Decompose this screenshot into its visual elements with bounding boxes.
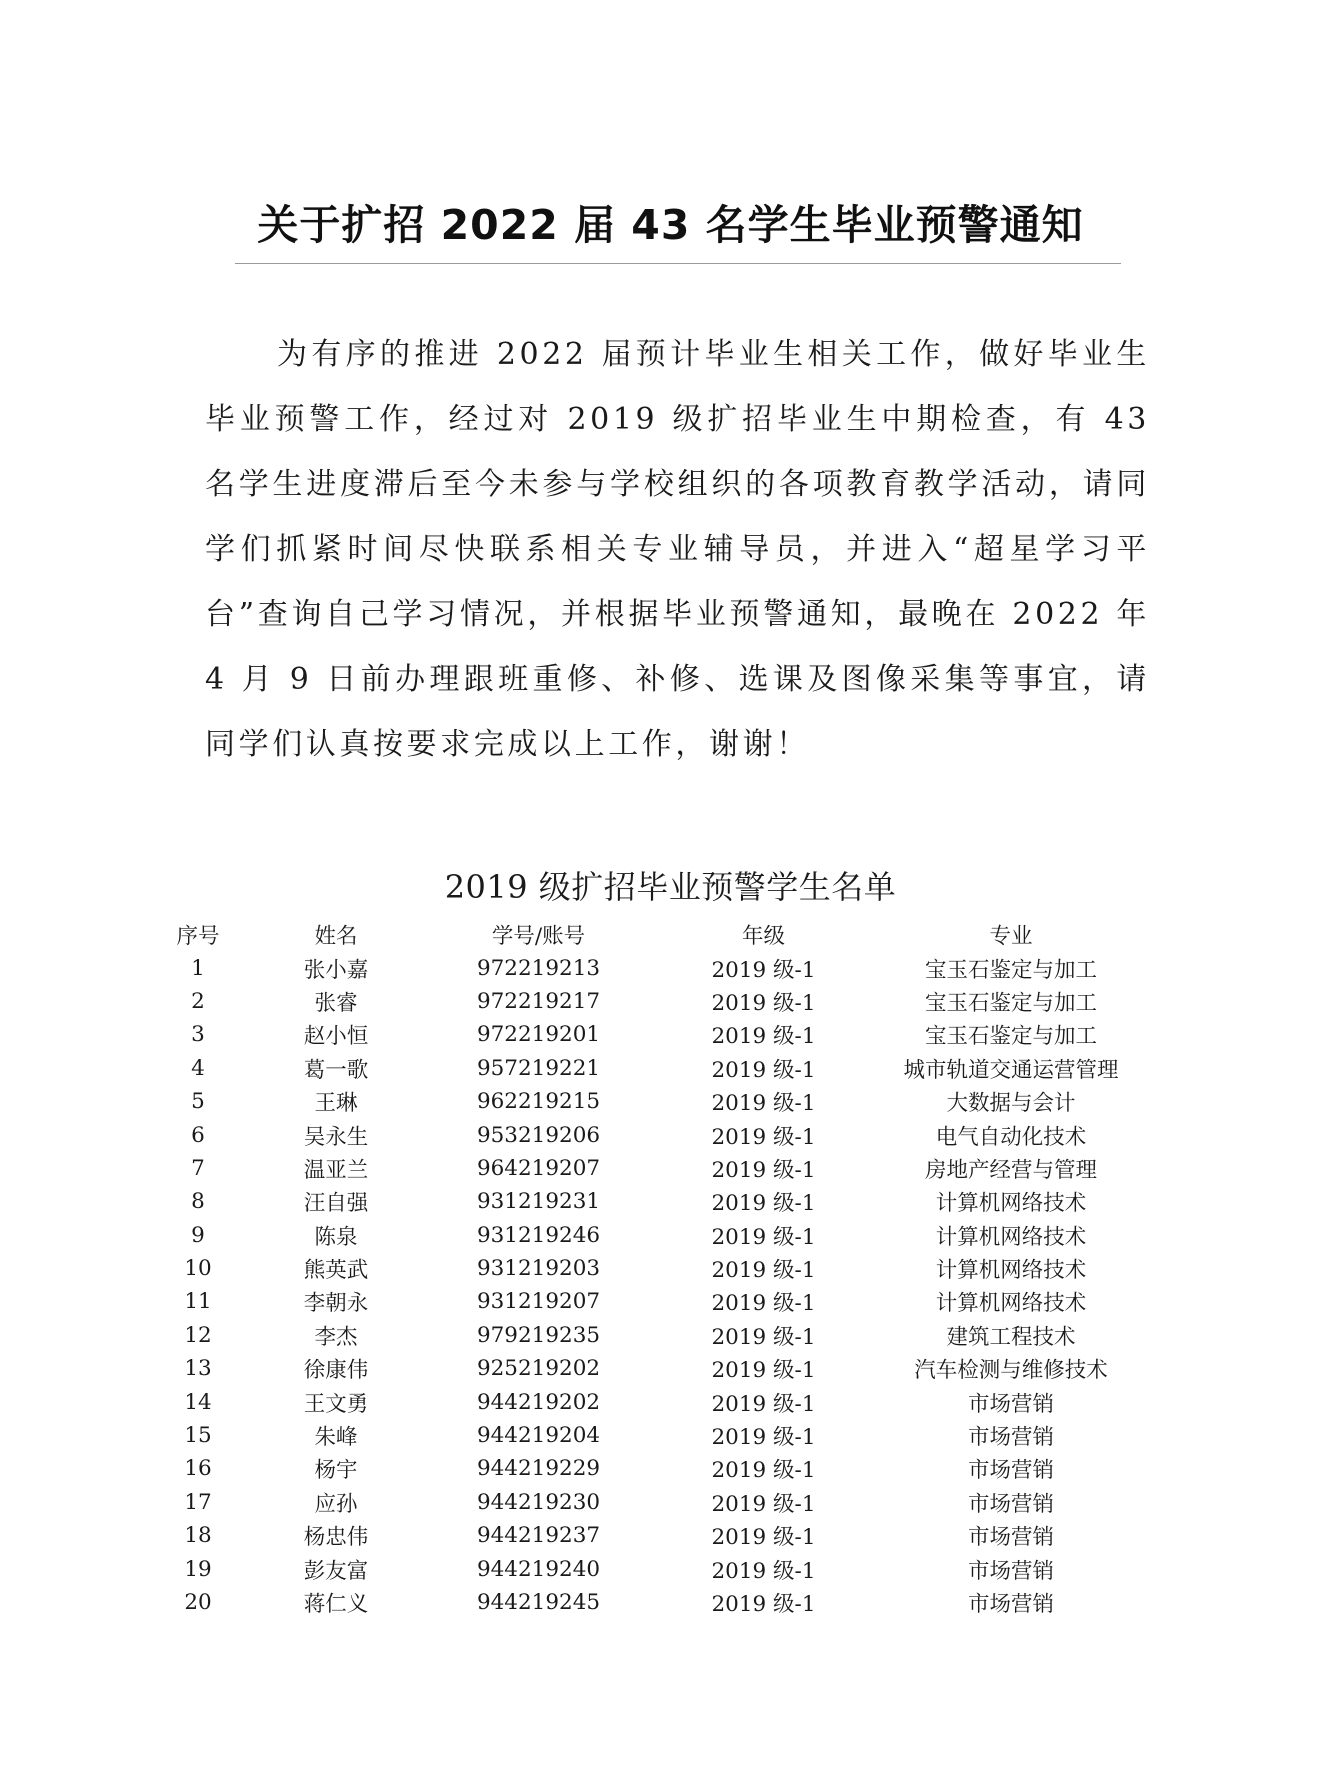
cell-name: 应孙 [314,1491,358,1517]
cell-seq: 7 [191,1155,205,1181]
header-major: 专业 [989,924,1033,950]
cell-name: 张小嘉 [303,957,369,983]
cell-grade: 2019 级-1 [711,1057,816,1083]
cell-grade: 2019 级-1 [711,1024,816,1050]
cell-major: 宝玉石鉴定与加工 [924,1024,1097,1050]
cell-grade: 2019 级-1 [711,1324,816,1350]
cell-id: 931219231 [476,1189,601,1215]
table-row [150,1185,1146,1218]
table-row [150,1118,1146,1151]
cell-id: 957219221 [476,1055,601,1081]
cell-grade: 2019 级-1 [711,957,816,983]
cell-id: 931219207 [476,1289,601,1315]
cell-id: 925219202 [476,1356,601,1382]
cell-name: 杨忠伟 [303,1525,369,1551]
cell-grade: 2019 级-1 [711,1391,816,1417]
cell-seq: 19 [184,1556,212,1582]
cell-seq: 4 [191,1055,205,1081]
cell-major: 计算机网络技术 [935,1224,1087,1250]
cell-id: 964219207 [476,1155,601,1181]
table-row [150,1586,1146,1619]
cell-id: 944219229 [476,1456,601,1482]
cell-name: 葛一歌 [303,1057,369,1083]
cell-major: 市场营销 [967,1491,1054,1517]
cell-seq: 9 [191,1222,205,1248]
cell-seq: 8 [191,1189,205,1215]
cell-seq: 17 [184,1489,212,1515]
cell-name: 李朝永 [303,1291,369,1317]
cell-name: 杨宇 [314,1458,358,1484]
table-row [150,1486,1146,1519]
table-row [150,1085,1146,1118]
header-id: 学号/账号 [491,924,586,950]
cell-id: 944219240 [476,1556,601,1582]
cell-seq: 14 [184,1389,212,1415]
header-seq: 序号 [176,924,220,950]
cell-id: 944219237 [476,1523,601,1549]
notice-paragraph: 为有序的推进 2022 届预计毕业生相关工作，做好毕业生毕业预警工作，经过对 2019 级扩招毕业生中期检查，有 43 名学生进度滞后至今未参与学校组织的各项教育教学活动，请同学们抓紧时间尽快联系相关专业辅导员，并进入“超星学习平台”查询自己学习情况，并根据毕业预警通知，最晚在 2022 年 4 月 9 日前办理跟班重修、补修、选课及图像采集等事宜，请同学们认真按要求完成以上工作，谢谢！ [205,337,1150,762]
cell-id: 944219204 [476,1423,601,1449]
cell-seq: 6 [191,1122,205,1148]
cell-id: 944219230 [476,1489,601,1515]
table-row [150,1152,1146,1185]
cell-id: 931219203 [476,1256,601,1282]
cell-id: 953219206 [476,1122,601,1148]
cell-grade: 2019 级-1 [711,1191,816,1217]
cell-grade: 2019 级-1 [711,1091,816,1117]
cell-name: 朱峰 [314,1425,358,1451]
cell-major: 市场营销 [967,1425,1054,1451]
cell-grade: 2019 级-1 [711,1558,816,1584]
cell-major: 建筑工程技术 [946,1324,1076,1350]
cell-major: 汽车检测与维修技术 [914,1358,1108,1384]
cell-seq: 5 [191,1089,205,1115]
table-row [150,1252,1146,1285]
cell-name: 张睿 [314,990,358,1016]
cell-name: 李杰 [314,1324,358,1350]
cell-grade: 2019 级-1 [711,990,816,1016]
cell-grade: 2019 级-1 [711,1592,816,1617]
cell-grade: 2019 级-1 [711,1258,816,1284]
cell-major: 电气自动化技术 [935,1124,1087,1150]
cell-name: 徐康伟 [303,1358,369,1384]
header-name: 姓名 [314,924,358,950]
table-row [150,1419,1146,1452]
cell-grade: 2019 级-1 [711,1525,816,1551]
cell-major: 市场营销 [967,1592,1054,1617]
table-row [150,1018,1146,1051]
cell-id: 979219235 [476,1322,601,1348]
cell-seq: 18 [184,1523,212,1549]
cell-seq: 20 [184,1590,212,1615]
header-grade: 年级 [741,924,785,950]
cell-grade: 2019 级-1 [711,1358,816,1384]
cell-grade: 2019 级-1 [711,1491,816,1517]
cell-major: 市场营销 [967,1458,1054,1484]
cell-major: 市场营销 [967,1525,1054,1551]
cell-name: 温亚兰 [303,1157,369,1183]
cell-major: 宝玉石鉴定与加工 [924,957,1097,983]
table-header-row [150,918,1146,951]
table-row [150,1452,1146,1485]
cell-seq: 1 [191,955,205,981]
table-body [150,951,1146,1619]
table-row [150,1319,1146,1352]
cell-major: 计算机网络技术 [935,1291,1087,1317]
cell-name: 彭友富 [303,1558,369,1584]
list-title: 2019 级扩招毕业预警学生名单 [444,868,897,906]
student-table [150,918,1146,1619]
cell-grade: 2019 级-1 [711,1224,816,1250]
cell-id: 962219215 [476,1089,601,1115]
cell-id: 931219246 [476,1222,601,1248]
cell-grade: 2019 级-1 [711,1124,816,1150]
cell-grade: 2019 级-1 [711,1157,816,1183]
cell-grade: 2019 级-1 [711,1458,816,1484]
cell-major: 房地产经营与管理 [924,1157,1097,1183]
cell-grade: 2019 级-1 [711,1291,816,1317]
table-row [150,1352,1146,1385]
cell-name: 王琳 [314,1091,358,1117]
title-divider [235,263,1121,264]
table-row [150,1385,1146,1418]
cell-seq: 2 [191,988,205,1014]
cell-grade: 2019 级-1 [711,1425,816,1451]
cell-major: 市场营销 [967,1558,1054,1584]
cell-id: 972219217 [476,988,601,1014]
table-row [150,1285,1146,1318]
table-row [150,1519,1146,1552]
table-row [150,1052,1146,1085]
cell-name: 陈泉 [314,1224,358,1250]
cell-major: 计算机网络技术 [935,1191,1087,1217]
cell-seq: 15 [184,1423,212,1449]
cell-major: 宝玉石鉴定与加工 [924,990,1097,1016]
cell-seq: 13 [184,1356,212,1382]
cell-id: 972219213 [476,955,601,981]
cell-seq: 3 [191,1022,205,1048]
cell-name: 蒋仁义 [303,1592,369,1617]
document-title: 关于扩招 2022 届 43 名学生毕业预警通知 [257,201,1084,249]
cell-id: 944219245 [476,1590,601,1615]
cell-name: 吴永生 [303,1124,369,1150]
table-row [150,985,1146,1018]
cell-seq: 12 [184,1322,212,1348]
table-row [150,951,1146,984]
cell-seq: 16 [184,1456,212,1482]
cell-name: 王文勇 [303,1391,369,1417]
cell-name: 熊英武 [303,1258,369,1284]
cell-id: 972219201 [476,1022,601,1048]
cell-id: 944219202 [476,1389,601,1415]
cell-major: 市场营销 [967,1391,1054,1417]
cell-seq: 11 [184,1289,212,1315]
cell-major: 城市轨道交通运营管理 [903,1057,1119,1083]
cell-name: 汪自强 [303,1191,369,1217]
table-row [150,1219,1146,1252]
cell-major: 计算机网络技术 [935,1258,1087,1284]
cell-seq: 10 [184,1256,212,1282]
cell-major: 大数据与会计 [946,1091,1076,1117]
cell-name: 赵小恒 [303,1024,369,1050]
table-row [150,1552,1146,1585]
